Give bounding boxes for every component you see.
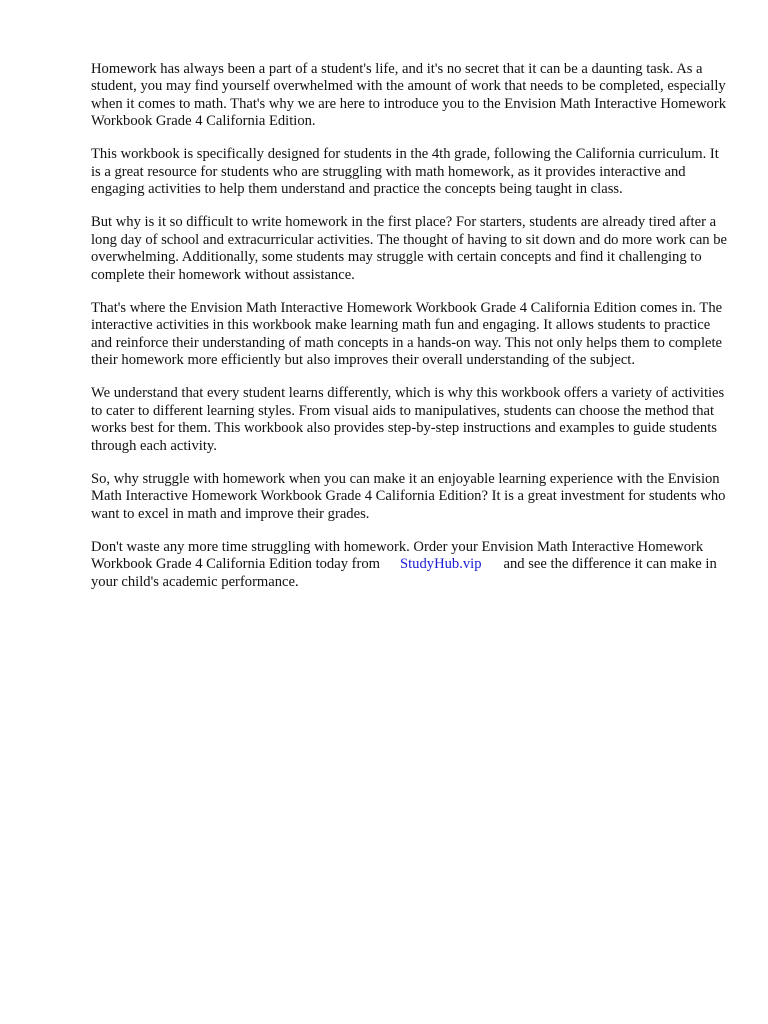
- document-body: [91, 61, 731, 607]
- paragraph-difficulty: But why is it so difficult to write homework in the first place? For starters, students are already tired after a long day of school and extracurricular activities. The thought of having to sit down and do more work can be overwhelming. Additionally, some students may struggle with certain concepts and find it challenging to complete their homework without assistance.: [91, 214, 728, 283]
- closing-text-before-link: Don't waste any more time struggling with homework. Order your Envision Math Interactive Homework Workbook Grade 4 California Edition today from: [91, 538, 704, 573]
- paragraph-intro: Homework has always been a part of a student's life, and it's no secret that it can be a daunting task. As a student, you may find yourself overwhelmed with the amount of work that needs to be completed, especially when it comes to math. That's why we are here to introduce you to the Envision Math Interactive Homework Workbook Grade 4 California Edition.: [91, 61, 726, 130]
- paragraph-investment: So, why struggle with homework when you can make it an enjoyable learning experience with the Envision Math Interactive Homework Workbook Grade 4 California Edition? It is a great investment for students who want to excel in math and improve their grades.: [91, 470, 726, 522]
- paragraph-interactive-activities: That's where the Envision Math Interactive Homework Workbook Grade 4 California Edition comes in. The interactive activities in this workbook make learning math fun and engaging. It allows students to practice and reinforce their understanding of math concepts in a hands-on way. This not only helps them to complete their homework more efficiently but also improves their overall understanding of the subject.: [91, 299, 723, 369]
- paragraph-learning-styles: We understand that every student learns differently, which is why this workbook offers a variety of activities to cater to different learning styles. From visual aids to manipulatives, students can choose the method that works best for them. This workbook also provides step-by-step instructions and examples to guide students through each activity.: [91, 385, 725, 454]
- studyhub-link[interactable]: StudyHub.vip: [400, 556, 482, 573]
- paragraph-closing: [91, 539, 731, 591]
- closing-text-after-link: and see the difference it can make in your child's academic performance.: [91, 556, 717, 590]
- paragraph-workbook-description: This workbook is specifically designed for students in the 4th grade, following the California curriculum. It is a great resource for students who are struggling with math homework, as it provides interactive and engaging activities to help them understand and practice the concepts being taught in class.: [91, 146, 719, 198]
